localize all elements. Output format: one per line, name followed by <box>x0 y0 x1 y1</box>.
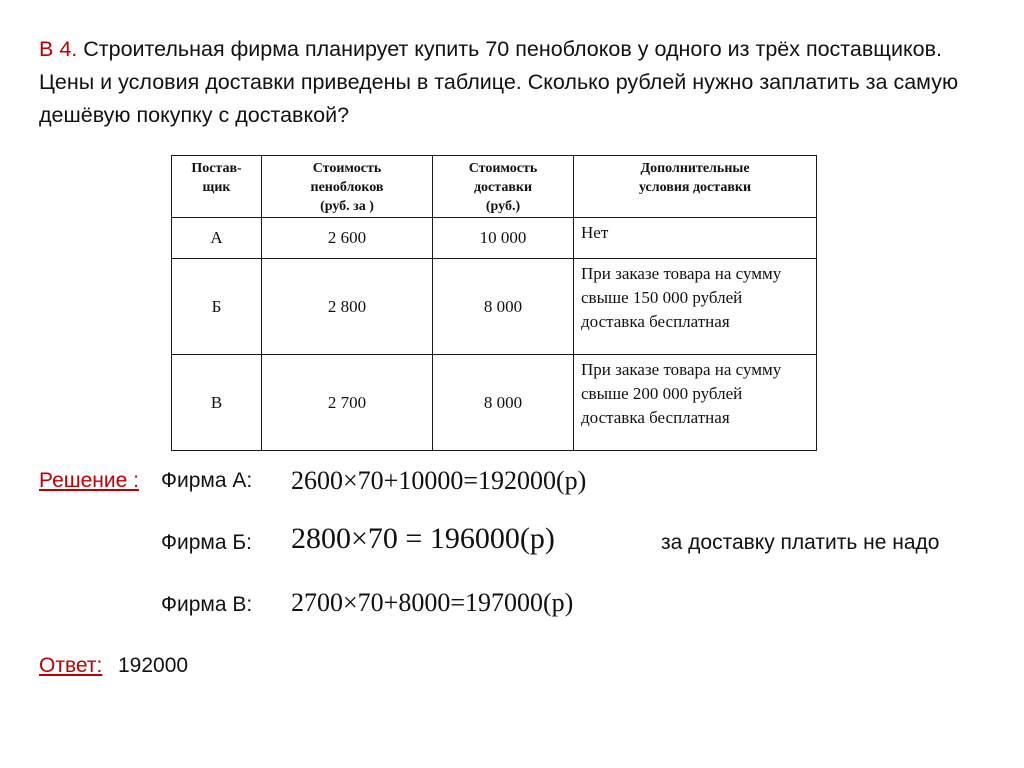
problem-text: Строительная фирма планирует купить 70 пеноблоков у одного из трёх поставщиков. Цены и условия доставки приведены в таблице. Сколько рублей нужно заплатить за самую дешёвую покупку с доставкой? <box>39 37 959 127</box>
cell-supplier: Б <box>172 259 262 355</box>
answer-label: Ответ: <box>39 654 103 677</box>
firm-v-formula: 2700×70+8000=197000(р) <box>291 588 574 617</box>
cell-conditions: Нет <box>574 218 817 259</box>
cell-block-cost: 2 800 <box>262 259 433 355</box>
header-delivery-cost: Стоимость доставки (руб.) <box>433 156 574 218</box>
firm-b-label: Фирма Б: <box>161 531 252 554</box>
cell-supplier: В <box>172 355 262 451</box>
cell-block-cost: 2 700 <box>262 355 433 451</box>
table-row <box>172 218 817 259</box>
firm-b-note: за доставку платить не надо <box>661 531 940 554</box>
header-conditions: Дополнительные условия доставки <box>574 156 817 218</box>
header-supplier: Постав- щик <box>172 156 262 218</box>
firm-v-label: Фирма В: <box>161 593 253 616</box>
cell-conditions: При заказе товара на сумму свыше 150 000 рублей доставка бесплатная <box>574 259 817 355</box>
table-row <box>172 259 817 355</box>
cell-delivery-cost: 8 000 <box>433 355 574 451</box>
table-row <box>172 355 817 451</box>
cell-delivery-cost: 8 000 <box>433 259 574 355</box>
cell-supplier: А <box>172 218 262 259</box>
firm-a-formula: 2600×70+10000=192000(р) <box>291 466 587 495</box>
cell-conditions: При заказе товара на сумму свыше 200 000 рублей доставка бесплатная <box>574 355 817 451</box>
firm-a-label: Фирма А: <box>161 469 253 492</box>
solution-label: Решение : <box>39 469 139 492</box>
problem-number: В 4. <box>39 37 78 61</box>
answer-value: 192000 <box>118 654 189 677</box>
cell-delivery-cost: 10 000 <box>433 218 574 259</box>
cell-block-cost: 2 600 <box>262 218 433 259</box>
problem-statement <box>39 33 989 132</box>
header-block-cost: Стоимость пеноблоков (руб. за ) <box>262 156 433 218</box>
suppliers-table <box>171 155 817 451</box>
table-header-row <box>172 156 817 218</box>
firm-b-formula: 2800×70 = 196000(р) <box>291 522 555 555</box>
